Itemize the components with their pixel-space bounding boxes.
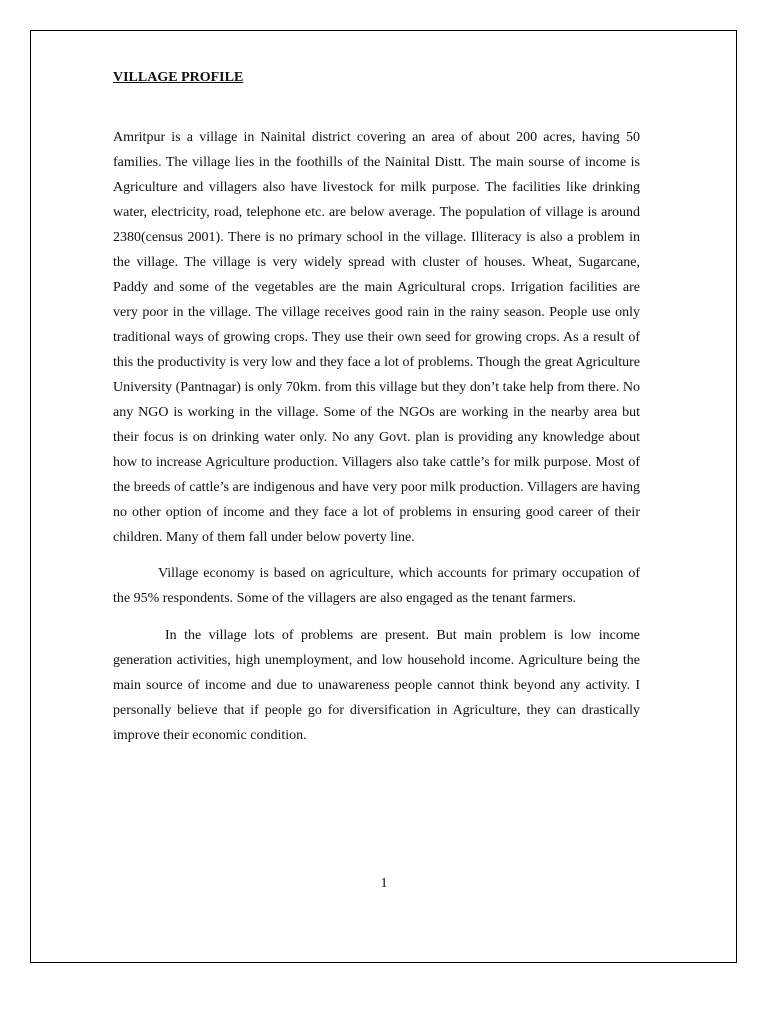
document-title: VILLAGE PROFILE	[113, 70, 244, 85]
paragraph-village-description: Amritpur is a village in Nainital district covering an area of about 200 acres, having 50 families. The village lies in the foothills of the Nainital Distt. The main sourse of income is Agriculture and villagers also have livestock for milk purpose. The facilities like drinking water, electricity, road, telephone etc. are below average. The population of village is around 2380(census 2001). There is no primary school in the village. Illiteracy is also a problem in the village. The village is very widely spread with cluster of houses. Wheat, Sugarcane, Paddy and some of the vegetables are the main Agricultural crops. Irrigation facilities are very poor in the village. The village receives good rain in the rainy season. People use only traditional ways of growing crops. They use their own seed for growing crops. As a result of this the productivity is very low and they face a lot of problems. Though the great Agriculture University (Pantnagar) is only 70km. from this village but they don’t take help from there. No any NGO is working in the village. Some of the NGOs are working in the nearby area but their focus is on drinking water only. No any Govt. plan is providing any knowledge about how to increase Agriculture production. Villagers also take cattle’s for milk purpose. Most of the breeds of cattle’s are indigenous and have very poor milk production. Villagers are having no other option of income and they face a lot of problems in ensuring good career of their children. Many of them fall under below poverty line.	[113, 130, 640, 545]
paragraph-village-economy: Village economy is based on agriculture, which accounts for primary occupation of the 95% respondents. Some of the villagers are also engaged as the tenant farmers.	[113, 566, 640, 606]
page-number: 1	[380, 876, 388, 891]
document-body	[113, 64, 640, 748]
paragraph-village-problems: In the village lots of problems are present. But main problem is low income generation activities, high unemployment, and low household income. Agriculture being the main source of income and due to unawareness people cannot think beyond any activity. I personally believe that if people go for diversification in Agriculture, they can drastically improve their economic condition.	[113, 628, 640, 743]
